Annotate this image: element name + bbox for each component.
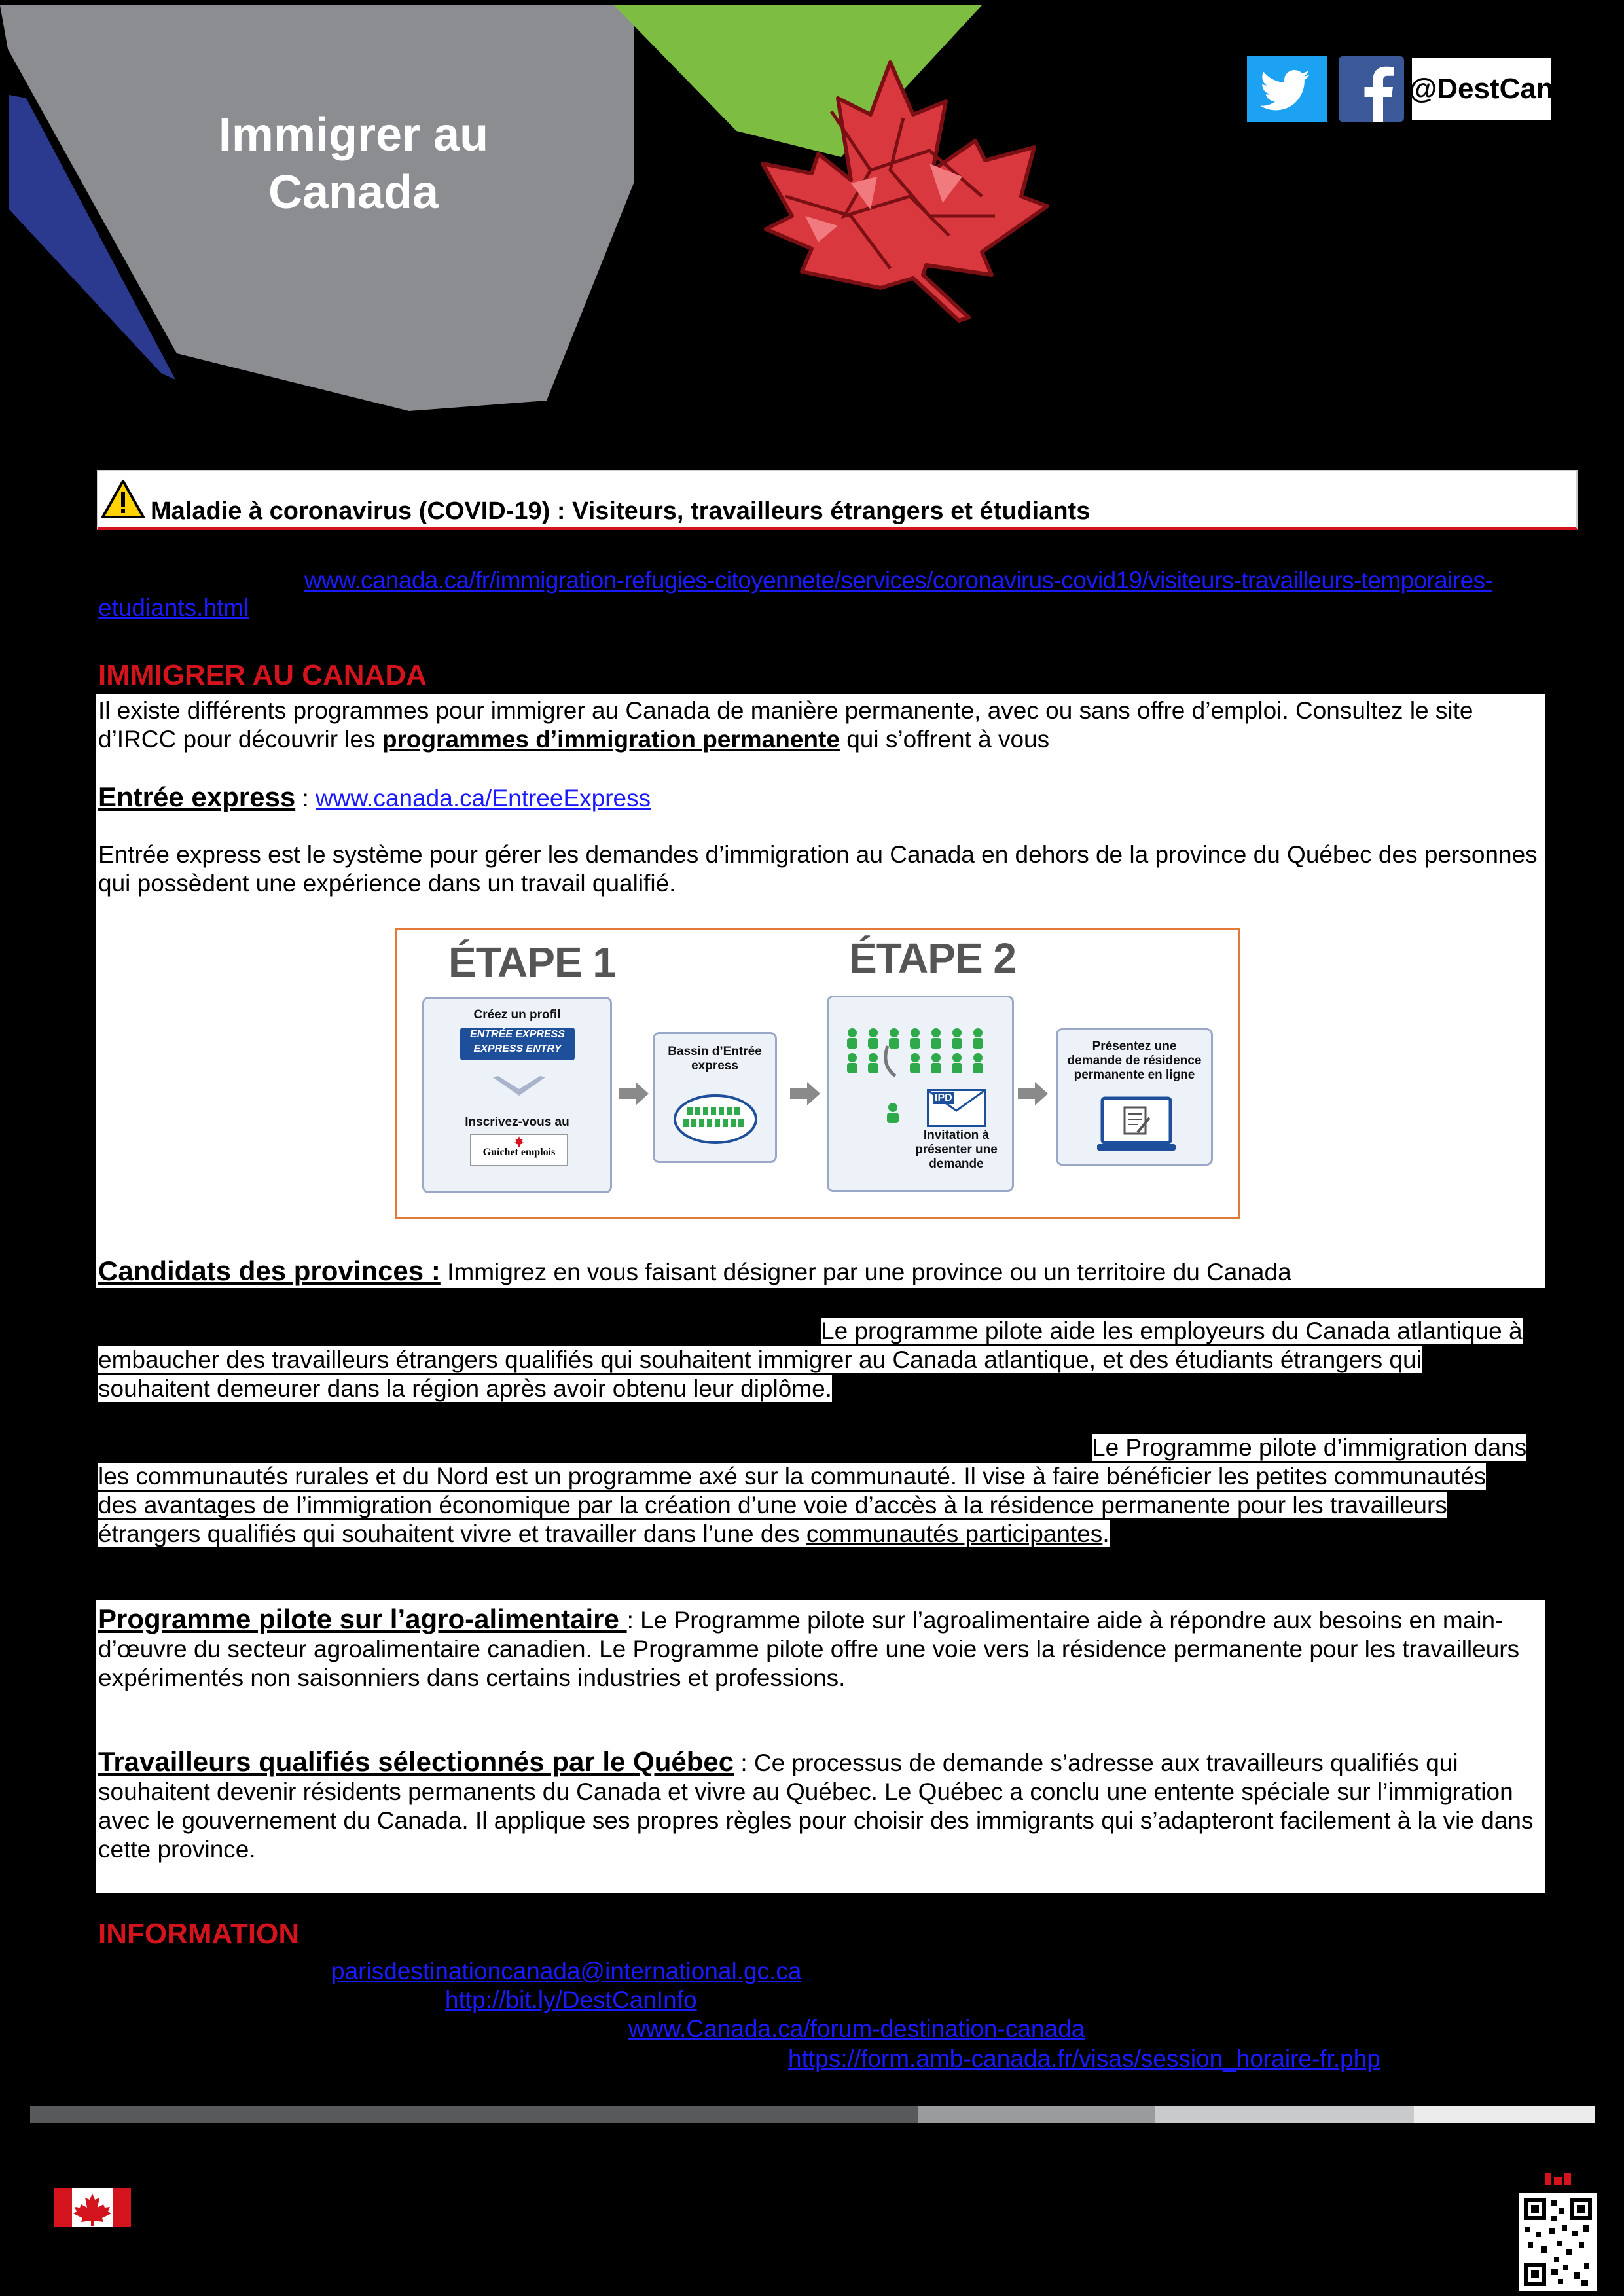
- info-session-row: [788, 2045, 1380, 2073]
- twitter-icon[interactable]: [1247, 56, 1327, 122]
- atlantique-line-1-row: [98, 1317, 1551, 1346]
- arrow-icon-2: [790, 1081, 821, 1107]
- info-bitly-row: [445, 1986, 697, 2015]
- title-line-1: Immigrer au: [218, 109, 489, 161]
- atlantique-line-2: embaucher des travailleurs étrangers qualifiés qui souhaitent immigrer au Canada atlantique, et des étudiants étrangers qui: [98, 1346, 1422, 1373]
- warning-icon: [101, 479, 145, 520]
- rural-line-1-row: [98, 1433, 1551, 1462]
- badge-line-2: EXPRESS ENTRY: [473, 1043, 562, 1054]
- express-entry-badge: [460, 1028, 575, 1060]
- provinces-desc: Immigrez en vous faisant désigner par une province ou un territoire du Canada: [440, 1259, 1291, 1285]
- info-email-link[interactable]: parisdestinationcanada@international.gc.ca: [331, 1958, 802, 1984]
- selected-candidate-icon: [885, 1102, 901, 1123]
- agro-sep: :: [626, 1607, 634, 1634]
- info-session-link[interactable]: https://form.amb-canada.fr/visas/session_horaire-fr.php: [788, 2045, 1380, 2072]
- atlantique-paragraph: [98, 1317, 1551, 1403]
- chevron-down-icon: [493, 1075, 545, 1098]
- rural-line-2-row: [98, 1462, 1551, 1491]
- page-title: [157, 106, 550, 221]
- rural-line-1: Le Programme pilote d’immigration dans: [1092, 1434, 1527, 1461]
- intro-text-1: Il existe différents programmes pour immigrer au Canada de manière permanente, avec ou sans offre d’emploi. Consultez le site d’IRCC pour découvrir les: [98, 697, 1473, 753]
- alert-link-1[interactable]: [304, 567, 1492, 594]
- provinces-label: Candidats des provinces :: [98, 1255, 441, 1286]
- guichet-emplois-badge: [470, 1134, 568, 1166]
- arrow-icon-3: [1018, 1081, 1049, 1107]
- social-handle: @DestCan: [1411, 56, 1552, 122]
- rural-link-communautes[interactable]: communautés participantes: [806, 1520, 1103, 1547]
- arrow-icon-1: [619, 1081, 650, 1107]
- facebook-icon[interactable]: [1339, 56, 1404, 122]
- box1-top-label: Créez un profil: [473, 1008, 561, 1022]
- rural-line-3: des avantages de l’immigration économique par la création d’une voie d’accès à la résidence permanente pour les travailleurs: [98, 1492, 1447, 1518]
- rural-end: .: [1102, 1520, 1110, 1547]
- footer-bar-segment-1: [30, 2106, 918, 2123]
- candidates-icon: [842, 1026, 999, 1079]
- provinces-line: [98, 1257, 1291, 1287]
- footer-bar-segment-2: [918, 2106, 1155, 2123]
- intro-text-2: qui s’offrent à vous: [839, 726, 1050, 753]
- rural-line-2: les communautés rurales et du Nord est un programme axé sur la communauté. Il vise à faire bénéficier les petites communautés: [98, 1463, 1487, 1490]
- footer-bar: [30, 2106, 1595, 2123]
- maple-leaf-small-icon: [514, 1136, 524, 1147]
- quebec-sep: :: [734, 1749, 754, 1776]
- alert-title: Maladie à coronavirus (COVID-19) : Visiteurs, travailleurs étrangers et étudiants: [151, 497, 1091, 525]
- alert-link-text-1[interactable]: www.canada.ca/fr/immigration-refugies-citoyennete/services/coronavirus-covid19/visiteurs-travailleurs-temporaires-: [304, 567, 1493, 594]
- candidate-pool-icon: [673, 1093, 758, 1145]
- alert-link-text-2[interactable]: etudiants.html: [98, 594, 249, 621]
- footer-bar-segment-3: [1155, 2106, 1414, 2123]
- qr-code-icon[interactable]: [1519, 2173, 1597, 2291]
- rural-paragraph: [98, 1433, 1551, 1549]
- rural-line-4-row: [98, 1520, 1551, 1549]
- step2-title: ÉTAPE 2: [849, 935, 1016, 982]
- agro-label: Programme pilote sur l’agro-alimentaire: [98, 1604, 627, 1634]
- express-sep: :: [295, 785, 316, 812]
- badge-line-1: ENTRÉE EXPRESS: [470, 1029, 565, 1040]
- info-bitly-link[interactable]: http://bit.ly/DestCanInfo: [445, 1986, 697, 2013]
- ipd-label: IPD: [933, 1092, 954, 1104]
- info-forum-link[interactable]: www.Canada.ca/forum-destination-canada: [628, 2015, 1085, 2042]
- box2-label: Bassin d’Entrée express: [668, 1045, 762, 1073]
- step-box-pool: [653, 1032, 777, 1163]
- express-link[interactable]: www.canada.ca/EntreeExpress: [316, 785, 651, 812]
- footer-bar-segment-4: [1414, 2106, 1595, 2123]
- step-box-invitation: [827, 996, 1014, 1192]
- quebec-label: Travailleurs qualifiés sélectionnés par le Québec: [98, 1746, 734, 1777]
- alert-box: [97, 470, 1578, 530]
- atlantique-line-3: souhaitent demeurer dans la région après avoir obtenu leur diplôme.: [98, 1375, 832, 1402]
- atlantique-line-1: Le programme pilote aide les employeurs du Canada atlantique à: [821, 1318, 1523, 1344]
- box1-bottom-label: Inscrivez-vous au: [465, 1115, 569, 1129]
- express-line: [98, 783, 651, 813]
- step1-title: ÉTAPE 1: [448, 939, 615, 986]
- laptop-icon: [1097, 1096, 1176, 1155]
- ipd-envelope-icon: [927, 1089, 986, 1127]
- intro-paragraph: [98, 696, 1538, 754]
- agro-desc: Le Programme pilote sur l’agroalimentaire aide à répondre aux besoins en main-d’œuvre du secteur agroalimentaire canadien. Le Programme pilote offre une voie vers la résidence permanente pour les travailleurs expérimentés non saisonniers dans certains industries et professions.: [98, 1607, 1520, 1691]
- step-box-profile: [422, 997, 612, 1193]
- atlantique-line-2-row: [98, 1346, 1551, 1374]
- quebec-paragraph: [98, 1748, 1538, 1864]
- intro-link-programmes[interactable]: programmes d’immigration permanente: [382, 726, 840, 753]
- guichet-label: Guichet emplois: [482, 1147, 556, 1158]
- express-label: Entrée express: [98, 781, 296, 812]
- info-forum-row: [628, 2015, 1085, 2043]
- agro-paragraph: [98, 1605, 1538, 1693]
- rural-line-4: étrangers qualifiés qui souhaitent vivre et travailler dans l’une des: [98, 1520, 806, 1547]
- atlantique-line-3-row: [98, 1374, 1551, 1403]
- title-line-2: Canada: [268, 166, 439, 219]
- alert-link-2[interactable]: [98, 594, 249, 622]
- info-email-row: [331, 1957, 801, 1986]
- express-description: Entrée express est le système pour gérer les demandes d’immigration au Canada en dehors de la province du Québec des personnes qui possèdent une expérience dans un travail qualifié.: [98, 841, 1538, 897]
- canada-flag-icon: [54, 2188, 131, 2227]
- section-heading-information: INFORMATION: [98, 1918, 300, 1950]
- step-box-application: [1056, 1028, 1213, 1166]
- rural-line-3-row: [98, 1491, 1551, 1520]
- box3-label: Invitation à présenter une demande: [915, 1128, 998, 1171]
- section-heading-immigrer: IMMIGRER AU CANADA: [98, 659, 427, 691]
- express-entry-diagram: [395, 928, 1240, 1219]
- quebec-desc: Ce processus de demande s’adresse aux travailleurs qualifiés qui souhaitent devenir résidents permanents du Canada et vivre au Québec. Le Québec a conclu une entente spéciale sur l’immigration avec le gouvernement du Canada. Il applique ses propres règles pour choisir des immigrants qui s’adapteront facilement à la vie dans cette province.: [98, 1749, 1534, 1863]
- box4-label: Présentez une demande de résidence permanente en ligne: [1067, 1039, 1202, 1082]
